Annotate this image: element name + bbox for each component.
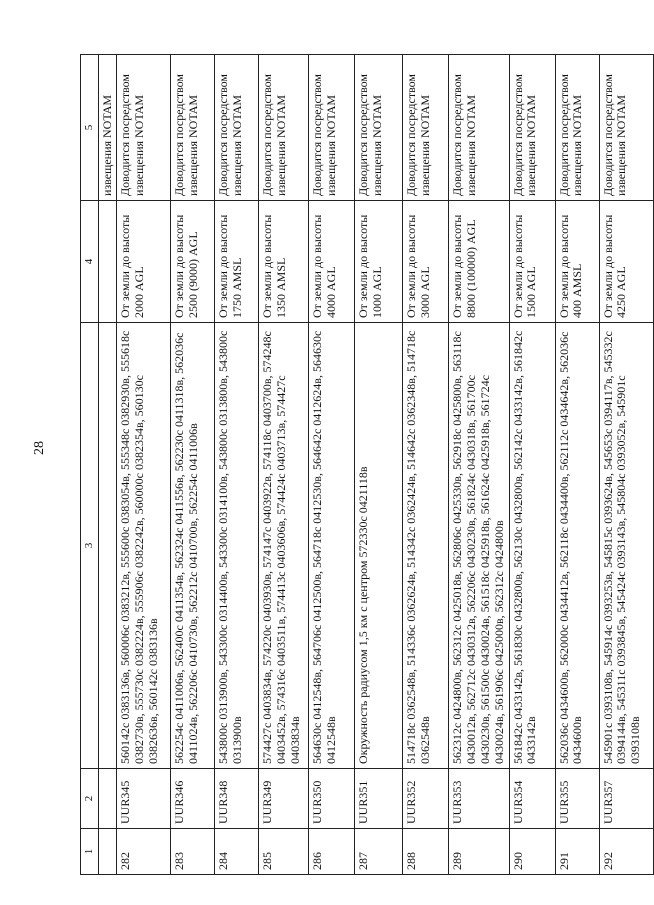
zone-note: Доводится посредством извещения NOTAM <box>117 55 171 201</box>
row-number: 292 <box>599 829 653 875</box>
zone-note: Доводится посредством извещения NOTAM <box>403 55 449 201</box>
table-row <box>309 55 355 875</box>
zone-code: UUR351 <box>355 769 403 829</box>
zone-note: Доводится посредством извещения NOTAM <box>555 55 599 201</box>
zone-height: От земли до высоты 1750 AMSL <box>215 201 259 323</box>
zone-height: От земли до высоты 4000 AGL <box>309 201 355 323</box>
row-number: 285 <box>259 829 309 875</box>
zone-coordinates: 562036с 0434600в, 562000с 0434412в, 562118с 0434400в, 562112с 0434642в, 562036с 0434600в <box>555 323 599 769</box>
row-number: 283 <box>171 829 215 875</box>
continuation-row <box>98 55 117 875</box>
zone-coordinates: Окружность радиусом 1,5 км с центром 572330с 0421118в <box>355 323 403 769</box>
zone-code: UUR354 <box>509 769 555 829</box>
column-number-row <box>81 55 99 875</box>
zone-height: От земли до высоты 1350 AMSL <box>259 201 309 323</box>
cont-cell-1 <box>98 829 117 875</box>
row-number: 284 <box>215 829 259 875</box>
row-number: 287 <box>355 829 403 875</box>
zone-code: UUR352 <box>403 769 449 829</box>
zone-coordinates: 543800с 0313900в, 543300с 0314400в, 543300с 0314100в, 543800с 0313800в, 543800с 0313900в <box>215 323 259 769</box>
zone-code: UUR349 <box>259 769 309 829</box>
colnum-4: 4 <box>81 201 99 323</box>
table-row <box>509 55 555 875</box>
zone-height: От земли до высоты 3000 AGL <box>403 201 449 323</box>
row-number: 282 <box>117 829 171 875</box>
cont-cell-2 <box>98 769 117 829</box>
zone-note: Доводится посредством извещения NOTAM <box>215 55 259 201</box>
zone-note: Доводится посредством извещения NOTAM <box>449 55 509 201</box>
zone-note: Доводится посредством извещения NOTAM <box>599 55 653 201</box>
zone-code: UUR346 <box>171 769 215 829</box>
zone-code: UUR355 <box>555 769 599 829</box>
row-number: 286 <box>309 829 355 875</box>
table-row <box>117 55 171 875</box>
zone-height: От земли до высоты 2500 (9000) AGL <box>171 201 215 323</box>
zone-coordinates: 560142с 0383136в, 560006с 0383212в, 555600с 0383054в, 555348с 0382930в, 555618с 0382730в, 555730с 0382224в, 555906с 0382242в, 560000с 0382354в, 560130с 0382636в, 560142с 0383136в <box>117 323 171 769</box>
zone-coordinates: 562312с 0424800в, 562312с 0425018в, 562806с 0425330в, 562918с 0425800в, 563118с 0430012в, 562712с 0430312в, 562206с 0430230в, 561824с 0430318в, 561700с 0430230в, 561500с 0430024в, 561518с 0425918в, 561624с 0425918в, 561724с 0430024в, 561906с 0425000в, 562312с 0424800в <box>449 323 509 769</box>
zone-note: Доводится посредством извещения NOTAM <box>355 55 403 201</box>
zone-code: UUR350 <box>309 769 355 829</box>
zone-height: От земли до высоты 1500 AGL <box>509 201 555 323</box>
zone-code: UUR345 <box>117 769 171 829</box>
colnum-5: 5 <box>81 55 99 201</box>
colnum-3: 3 <box>81 323 99 769</box>
cont-cell-3 <box>98 323 117 769</box>
zone-code: UUR348 <box>215 769 259 829</box>
table-row <box>259 55 309 875</box>
row-number: 289 <box>449 829 509 875</box>
zone-coordinates: 561842с 0433142в, 561830с 0432800в, 562130с 0432800в, 562142с 0433142в, 561842с 0433142в <box>509 323 555 769</box>
zone-height: От земли до высоты 4250 AGL <box>599 201 653 323</box>
zone-height: От земли до высоты 2000 AGL <box>117 201 171 323</box>
zone-note: Доводится посредством извещения NOTAM <box>309 55 355 201</box>
table-row <box>599 55 653 875</box>
zone-note: Доводится посредством извещения NOTAM <box>171 55 215 201</box>
colnum-1: 1 <box>81 829 99 875</box>
colnum-2: 2 <box>81 769 99 829</box>
page-number: 28 <box>32 441 47 455</box>
zone-coordinates: 564630с 0412548в, 564706с 0412500в, 564718с 0412530в, 564642с 0412624в, 564630с 0412548в <box>309 323 355 769</box>
airspace-zones-table <box>80 54 654 875</box>
zone-height: От земли до высоты 8800 (100000) AGL <box>449 201 509 323</box>
table-row <box>555 55 599 875</box>
zone-note: Доводится посредством извещения NOTAM <box>259 55 309 201</box>
zone-coordinates: 514718с 0362548в, 514336с 0362624в, 514342с 0362424в, 514642с 0362348в, 514718с 0362548в <box>403 323 449 769</box>
cont-note-cell: извещения NOTAM <box>98 55 117 201</box>
table-row <box>171 55 215 875</box>
table-row <box>403 55 449 875</box>
row-number: 291 <box>555 829 599 875</box>
table-row <box>215 55 259 875</box>
cont-cell-4 <box>98 201 117 323</box>
row-number: 288 <box>403 829 449 875</box>
table-row <box>355 55 403 875</box>
table-row <box>449 55 509 875</box>
zone-coordinates: 562254с 0411006в, 562400с 0411354в, 562324с 0411556в, 562230с 0411318в, 562036с 0411024в, 562206с 0410730в, 562212с 0410700в, 562254с 0411006в <box>171 323 215 769</box>
zone-height: От земли до высоты 400 AMSL <box>555 201 599 323</box>
row-number: 290 <box>509 829 555 875</box>
zone-code: UUR357 <box>599 769 653 829</box>
zone-code: UUR353 <box>449 769 509 829</box>
rotated-table-wrapper <box>80 55 643 875</box>
zone-height: От земли до высоты 1000 AGL <box>355 201 403 323</box>
zone-note: Доводится посредством извещения NOTAM <box>509 55 555 201</box>
zone-coordinates: 574427с 0403834в, 574220с 0403930в, 574147с 0403922в, 574118с 0403700в, 574248с 0403452в, 574316с 0403511в, 574413с 0403606в, 574424с 0403713в, 574427с 0403834в <box>259 323 309 769</box>
zone-coordinates: 545901с 0393108в, 545914с 0393253в, 545815с 0393624в, 545653с 0394117в, 545332с 0394144в, 545311с 0393845в, 545424с 0393143в, 545804с 0393052в, 545901с 0393108в <box>599 323 653 769</box>
